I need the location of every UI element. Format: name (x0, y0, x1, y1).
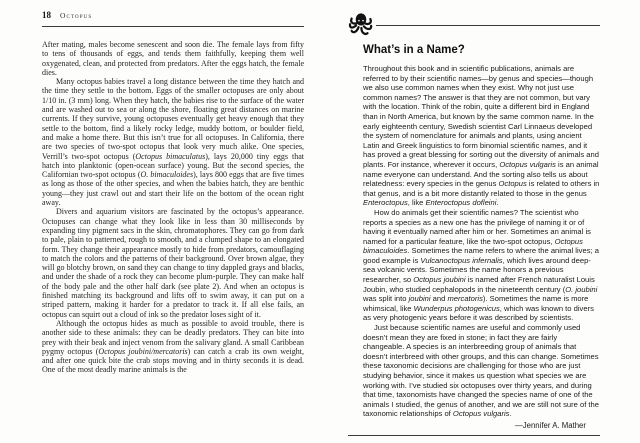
paragraph: Just because scientific names are useful and commonly used doesn’t mean they are fixed in stone; in fact they are fairly changeable. A species is an interbreeding group of animals that doesn’t interbreed with other groups, and this can change. Sometimes these taxonomic decisions are challenging for those who are just studying behavior, since it makes us question what species we are working with. I’ve studied six octopuses over thirty years, and during that time, taxonomists have changed the species name of one of the animals I studied, the genus of another, and we are still not sure of the taxonomic relationships of Octopus vulgaris. (363, 323, 599, 419)
paragraph: Throughout this book and in scientific publications, animals are referred to by their scientific names—by genus and species—though we also use common names when they exist. Why not just use common names? The answer is that they are not common, but vary with the location. Think of the robin, quite a different bird in England than in North America, but known by the same common name. In the early eighteenth century, Swedish scientist Carl Linnaeus developed the system of nomenclature for animals and plants, using ancient Latin and Greek linguistics to form binomial scientific names, and it has proved a great blessing for sorting out the diversity of animals and plants. For instance, wherever it occurs, Octopus vulgaris is an animal name everyone can understand. And the sorting also tells us about relatedness: every species in the genus Octopus is related to others in that genus, and is a bit more distantly related to those in the genus Enteroctopus, like Enteroctopus dofleini. (363, 64, 600, 208)
octopus-icon (348, 12, 374, 39)
page-number: 18 (42, 10, 51, 20)
header-rule (42, 26, 304, 27)
sidebar-body (363, 64, 600, 419)
left-page-header (42, 10, 304, 23)
paragraph: Many octopus babies travel a long distance between the time they hatch and the time they settle to the bottom. Eggs of the smaller octopuses are only about 1/10 in. (3 mm) long. When they hatch, the babies rise to the surface of the water and are washed out to sea or along the shore, floating great distances on marine currents. If they survive, young octopuses eventually get heavy enough that they settle to the bottom, find a likely rocky ledge, muddy bottom, or boulder field, and make a home there. But this isn’t true for all octopuses. In California, there are two species of two-spot octopus that look very much alike. One species, Verrill’s two-spot octopus (Octopus bimaculatus), lays 20,000 tiny eggs that hatch into planktonic (open-ocean surface) young. But the second species, the Californian two-spot octopus (O. bimaculoides), lays 800 eggs that are five times as long as those of the other species, and when the babies hatch, they are benthic young—they just crawl out and start their life on the bottom of the ocean right away. (42, 77, 305, 208)
attribution: —Jennifer A. Mather (514, 420, 586, 430)
sidebar-bottom-rule (348, 435, 600, 436)
paragraph: How do animals get their scientific names? The scientist who reports a species as a new one has the privilege of naming it or of having it eventually named after him or her. Sometimes an animal is named for a particular feature, like the two-spot octopus, Octopus bimaculoides. Sometimes the name refers to where the animal lives; a good example is Vulcanoctopus infernalis, which lives around deep-sea volcanic vents. Sometimes the name honors a previous researcher, so Octopus joubini is named after French naturalist Louis Joubin, who studied cephalopods in the nineteenth century (O. joubini was split into joubini and mercatoris). Sometimes the name is more whimsical, like Wunderpus photogenicus, which was known to divers as very photogenic years before it was described by scientists. (363, 207, 599, 323)
running-head: Octopus (60, 11, 93, 20)
sidebar-page (348, 12, 600, 436)
paragraph: Although the octopus hides as much as possible to avoid trouble, there is another side to these animals: they can be deadly predators. They can bite into prey with their beak and inject venom from the salivary gland. A small Caribbean pygmy octopus (Octopus joubini/mercatoris) can catch a crab its own weight, and after one quick bite the crab stops moving and in thirty seconds it is dead. One of the most deadly marine animals is the (42, 318, 304, 375)
left-page (42, 10, 304, 375)
paragraph: Divers and aquarium visitors are fascinated by the octopus’s appearance. Octopuses can change what they look like in less than 30 milliseconds by expanding tiny pigment sacs in the skin, chromatophores. They can go from dark to pale, plain to patterned, rough to smooth, and a clumped shape to an elongated form. They change their appearance mostly to hide from predators, camouflaging to match the colors and the patterns of their background. Over brown algae, they will go blotchy brown, on sand they can change to tiny dappled grays and blacks, and under the shade of a rock they can become plum-purple. They can make half of the body pale and the other half dark (see plate 2). And when an octopus is finished matching its background and lifts off to swim away, it can put on a striped pattern, making it harder for a predator to track it. If all else fails, an octopus can squirt out a cloud of ink so the predator loses sight of it. (42, 207, 304, 319)
sidebar-top-rule (376, 25, 600, 26)
sidebar-title: What’s in a Name? (363, 44, 465, 56)
paragraph: After mating, males become senescent and soon die. The female lays from fifty to tens of thousands of eggs, and tends them faithfully, keeping them well oxygenated, clean, and protected from predators. After the eggs hatch, the female dies. (42, 40, 304, 77)
sidebar-header-row (348, 12, 600, 39)
left-page-body (42, 40, 304, 375)
